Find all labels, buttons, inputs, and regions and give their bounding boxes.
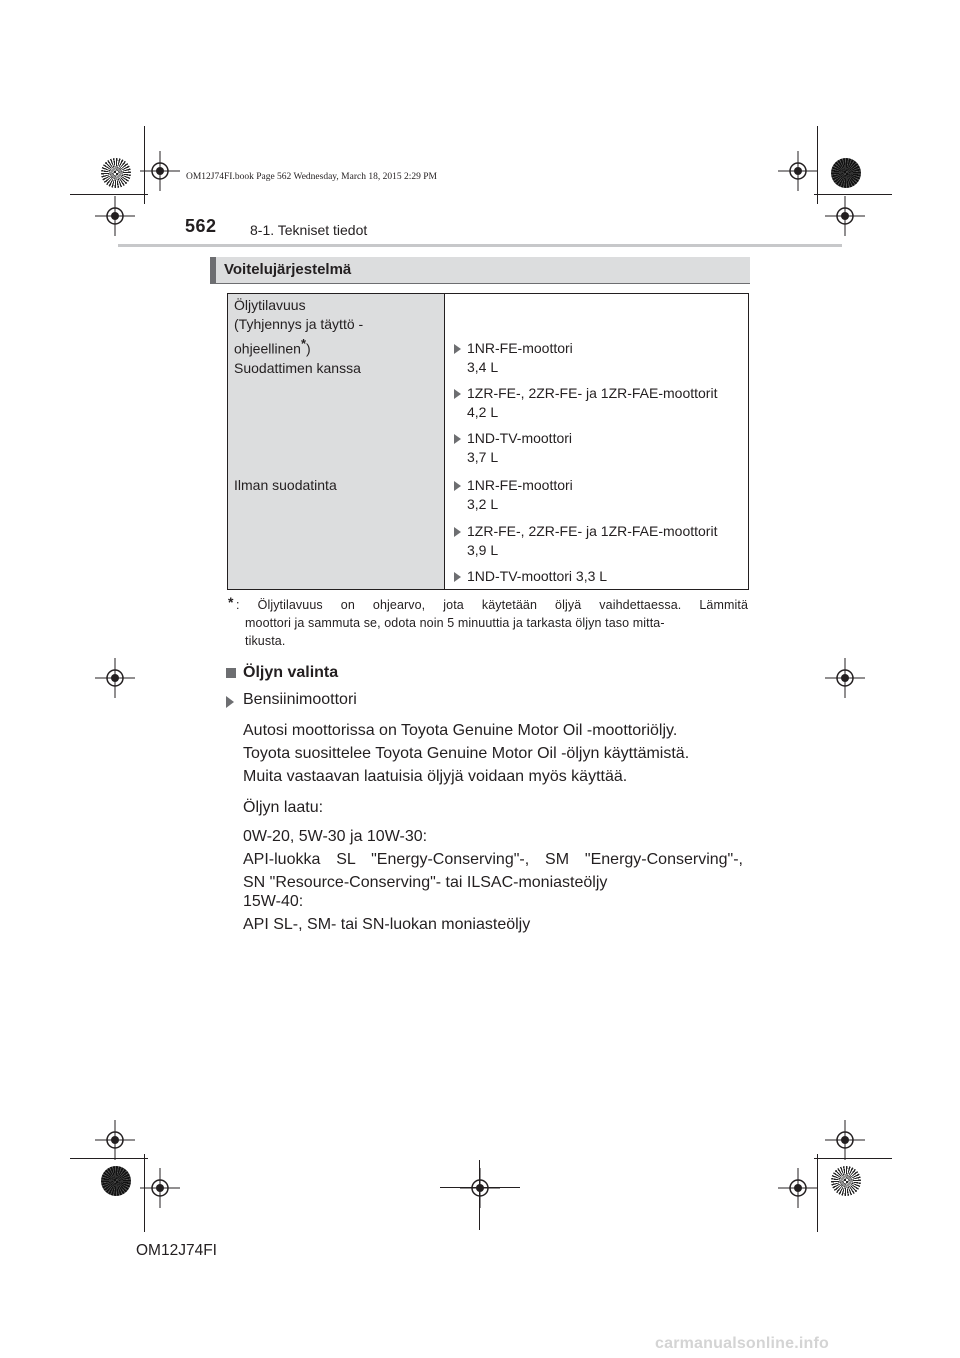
registration-target-icon xyxy=(140,151,180,191)
oil-grade-paragraph: 0W-20, 5W-30 ja 10W-30: API-luokka SL "Energy-Conserving"-, SM "Energy-Conserving"-, SN "Resource-Conserving"- tai ILSAC-moniasteöljy xyxy=(243,828,743,891)
oil-intro-paragraph: Autosi moottorissa on Toyota Genuine Motor Oil -moottoriöljy. Toyota suosittelee Toyota Genuine Motor Oil -öljyn käyttämistä. Muita vastaavan laatuisia öljyjä voidaan myös käyttää. xyxy=(243,722,690,785)
registration-target-icon xyxy=(140,1168,180,1208)
oil-quality-label: Öljyn laatu: xyxy=(243,799,324,816)
oil-grade-paragraph: 15W-40: API SL-, SM- tai SN-luokan moniasteöljy xyxy=(243,893,531,933)
print-info: OM12J74FI.book Page 562 Wednesday, March 18, 2015 2:29 PM xyxy=(186,172,437,182)
header-rule xyxy=(118,244,842,247)
section-band-accent xyxy=(210,257,216,283)
footnote-mark: * xyxy=(300,336,307,351)
registration-target-icon xyxy=(825,196,865,236)
registration-target-icon xyxy=(778,151,818,191)
page-number: 562 xyxy=(185,216,217,236)
triangle-bullet-icon xyxy=(454,572,461,582)
section-title: 8-1. Tekniset tiedot xyxy=(250,222,368,238)
rosette-mark xyxy=(831,158,861,188)
registration-target-icon xyxy=(95,658,135,698)
registration-target-icon xyxy=(825,1120,865,1160)
registration-target-icon xyxy=(778,1168,818,1208)
rosette-mark xyxy=(101,1166,131,1196)
watermark: carmanualsonline.info xyxy=(655,1335,830,1352)
square-bullet-icon xyxy=(226,668,236,678)
band-title: Voitelujärjestelmä xyxy=(224,261,352,278)
triangle-bullet-icon xyxy=(454,481,461,491)
oil-capacity-table: Öljytilavuus (Tyhjennys ja täyttö - ohjeellinen*) Suodattimen kanssa Ilman suodatinta 1NR-FE-moottori 3,4 L 1ZR-FE-, 2ZR-FE- ja 1ZR-FAE-moottorit 4,2 L 1ND-TV-moottori 3,7 L 1NR-FE-moottori 3,2 L 1ZR-FE-, 2ZR-FE- ja 1ZR-FAE-moottorit 3,9 L 1ND-TV-moottori 3,3 L xyxy=(227,293,749,590)
rosette-mark xyxy=(831,1166,861,1196)
label-with-filter: Öljytilavuus (Tyhjennys ja täyttö - ohjeellinen*) Suodattimen kanssa xyxy=(234,297,364,376)
registration-target-icon xyxy=(825,658,865,698)
registration-target-icon xyxy=(95,1120,135,1160)
table-label-column xyxy=(228,294,445,589)
triangle-bullet-icon xyxy=(454,344,461,354)
triangle-bullet-icon xyxy=(454,389,461,399)
registration-target-icon xyxy=(460,1168,500,1208)
footnote-mark: * xyxy=(228,594,234,610)
label-without-filter: Ilman suodatinta xyxy=(234,477,337,493)
rosette-mark xyxy=(101,158,131,188)
triangle-bullet-icon xyxy=(226,696,234,708)
triangle-bullet-icon xyxy=(454,527,461,537)
registration-target-icon xyxy=(95,196,135,236)
section-band-underline xyxy=(210,283,750,284)
triangle-bullet-icon xyxy=(454,434,461,444)
document-code: OM12J74FI xyxy=(136,1242,217,1259)
